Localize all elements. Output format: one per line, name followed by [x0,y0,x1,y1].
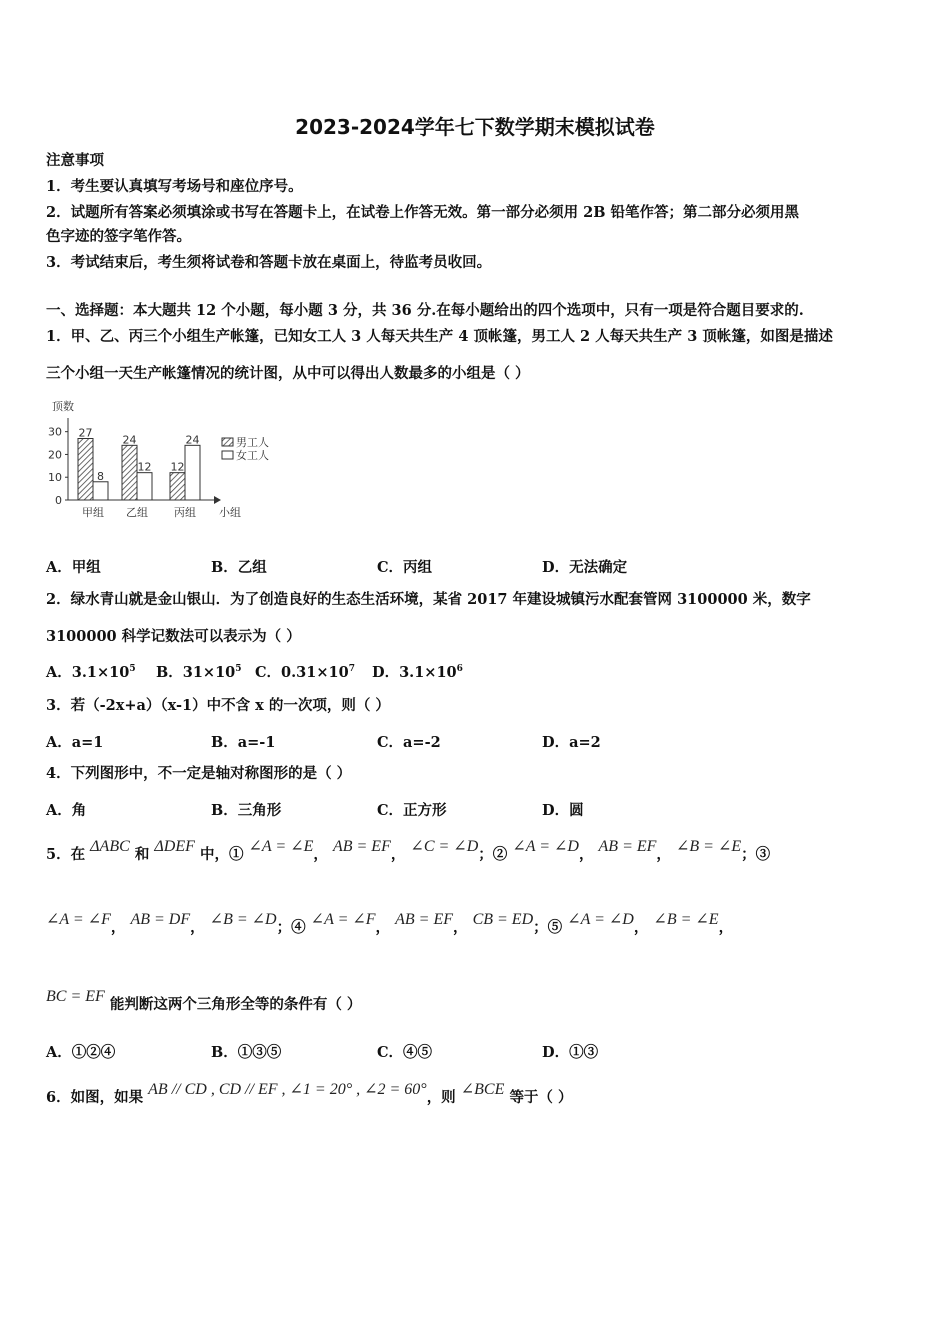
q1-bar-chart [46,396,286,526]
q3-option-c[interactable]: C．a=-2 [377,734,441,751]
q1-option-c[interactable]: C．丙组 [377,559,433,576]
q2-stem-line2: 3100000 科学记数法可以表示为（ ） [46,628,301,645]
notice-item-1: 1．考生要认真填写考场号和座位序号。 [46,178,303,195]
x-category-label: 丙组 [174,506,196,519]
q5-option-d[interactable]: D．①③ [542,1044,599,1061]
bar-female-2 [137,473,152,500]
bar-value-label: 12 [170,460,185,474]
chart-ylabel: 顶数 [52,400,74,413]
x-axis-arrow [214,496,221,504]
bar-value-label: 8 [97,469,104,483]
q4-option-a[interactable]: A．角 [46,802,87,819]
q3-stem: 3．若（-2x+a）（x-1）中不含 x 的一次项，则（ ） [46,697,390,714]
q2-option-d[interactable]: D．$3.1\times 10^6$ [372,664,463,681]
legend-swatch-male [222,438,233,446]
notice-item-2b: 色字迹的签字笔作答。 [46,228,191,245]
q4-option-c[interactable]: C．正方形 [377,802,447,819]
q1-stem-line2: 三个小组一天生产帐篷情况的统计图，从中可以得出人数最多的小组是（ ） [46,365,530,382]
y-tick-label: 20 [48,448,62,462]
q4-option-b[interactable]: B．三角形 [211,802,282,819]
bar-female-1 [93,482,108,500]
bar-male-2 [122,445,137,500]
notice-item-2a: 2．试题所有答案必须填涂或书写在答题卡上，在试卷上作答无效。第一部分必须用 2B 铅笔作答；第二部分必须用黑 [46,204,800,221]
q2-stem-line1: 2．绿水青山就是金山银山．为了创造良好的生态生活环境，某省 2017 年建设城镇污水配套管网 3100000 米，数字 [46,591,811,608]
bar-male-3 [170,473,185,500]
q3-option-a[interactable]: A．a=1 [46,734,104,751]
q5-line3: BC = EF 能判断这两个三角形全等的条件有（ ） [46,988,362,1013]
q5-option-a[interactable]: A．①②④ [46,1044,116,1061]
q2-option-b[interactable]: B．$31\times 10^5$ [156,664,242,681]
q3-option-b[interactable]: B．a=-1 [211,734,276,751]
bar-value-label: 27 [78,426,93,440]
bar-value-label: 12 [137,460,152,474]
q5-option-c[interactable]: C．④⑤ [377,1044,433,1061]
q3-option-d[interactable]: D．a=2 [542,734,601,751]
y-tick-label: 10 [48,471,62,485]
q4-stem: 4．下列图形中，不一定是轴对称图形的是（ ） [46,765,352,782]
q1-option-d[interactable]: D．无法确定 [542,559,628,576]
notice-item-3: 3．考试结束后，考生须将试卷和答题卡放在桌面上，待监考员收回。 [46,254,492,271]
x-category-label: 乙组 [126,506,148,519]
q2-option-a[interactable]: A．$3.1\times 10^5$ [46,664,136,681]
legend-label-female: 女工人 [236,449,269,462]
chart-xlabel: 小组 [219,506,241,519]
q6-stem: 6．如图，如果 AB // CD , CD // EF , ∠1 = 20° , ∠2 = 60°，则 ∠BCE 等于（ ） [46,1081,573,1106]
bar-female-3 [185,445,200,500]
q2-option-c[interactable]: C．$0.31\times 10^7$ [255,664,355,681]
legend-label-male: 男工人 [236,436,269,449]
bar-value-label: 24 [122,433,137,447]
q1-stem-line1: 1．甲、乙、丙三个小组生产帐篷，已知女工人 3 人每天共生产 4 顶帐篷，男工人 2 人每天共生产 3 顶帐篷，如图是描述 [46,328,833,345]
q1-option-a[interactable]: A．甲组 [46,559,101,576]
y-tick-label: 0 [55,494,62,507]
q5-line2: ∠A = ∠F， AB = DF， ∠B = ∠D；④ ∠A = ∠F， AB = EF， CB = ED；⑤ ∠A = ∠D， ∠B = ∠E， [46,911,734,936]
page-title: 2023-2024学年七下数学期末模拟试卷 [295,115,655,139]
bar-value-label: 24 [185,433,200,447]
notice-heading: 注意事项 [46,152,104,169]
q5-option-b[interactable]: B．①③⑤ [211,1044,282,1061]
bar-male-1 [78,439,93,501]
x-category-label: 甲组 [82,506,104,519]
y-tick-label: 30 [48,425,62,439]
q1-option-b[interactable]: B．乙组 [211,559,267,576]
q5-line1: 5．在 ΔABC 和 ΔDEF 中，① ∠A = ∠E， AB = EF， ∠C = ∠D；② ∠A = ∠D， AB = EF， ∠B = ∠E；③ [46,838,771,863]
q4-option-d[interactable]: D．圆 [542,802,584,819]
legend-swatch-female [222,451,233,459]
section-heading: 一、选择题：本大题共 12 个小题，每小题 3 分，共 36 分.在每小题给出的四个选项中，只有一项是符合题目要求的. [46,302,804,319]
